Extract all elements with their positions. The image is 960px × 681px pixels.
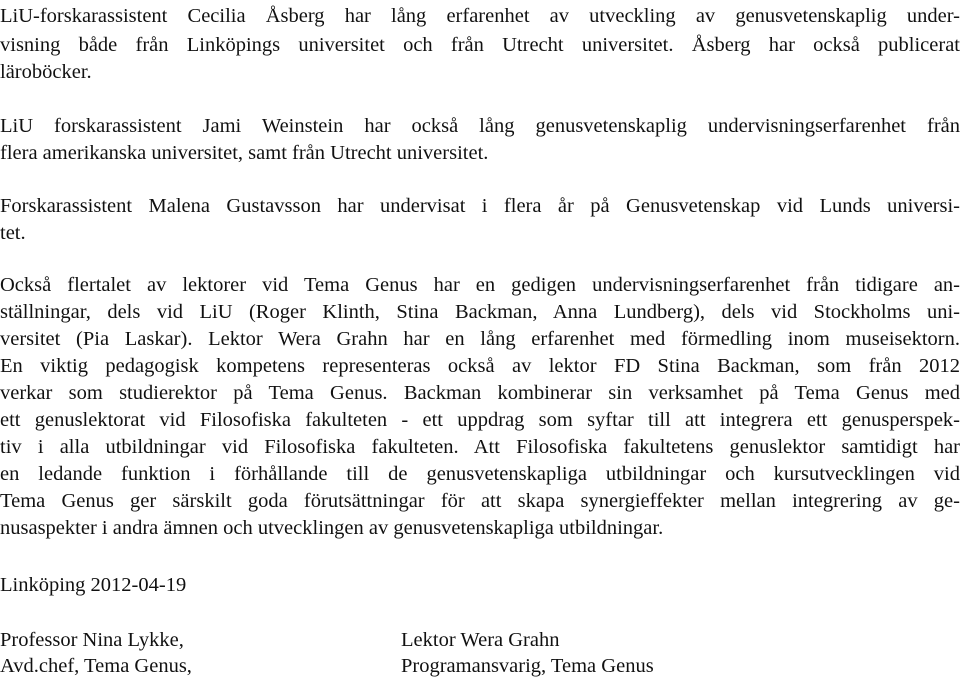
paragraph-1-line-3: läroböcker.: [0, 61, 92, 83]
paragraph-4-line-3: versitet (Pia Laskar). Lektor Wera Grahn har en lång erfarenhet med förmedling inom museisektorn.: [0, 328, 960, 350]
paragraph-1-line-1: LiU-forskarassistent Cecilia Åsberg har lång erfarenhet av utveckling av genusvetenskaplig under-: [0, 5, 960, 27]
paragraph-2-line-2: flera amerikanska universitet, samt från Utrecht universitet.: [0, 142, 489, 164]
paragraph-4-line-5: verkar som studierektor på Tema Genus. Backman kombinerar sin verksamhet på Tema Genus med: [0, 382, 960, 404]
paragraph-3-line-2: tet.: [0, 222, 26, 244]
paragraph-4-line-1: Också flertalet av lektorer vid Tema Genus har en gedigen undervisningserfarenhet från tidigare an-: [0, 274, 960, 296]
paragraph-4-line-10: nusaspekter i andra ämnen och utvecklingen av genusvetenskapliga utbildningar.: [0, 517, 664, 539]
signature-right-role: Programansvarig, Tema Genus: [401, 655, 654, 677]
place-date: Linköping 2012-04-19: [0, 574, 187, 596]
paragraph-4-line-2: ställningar, dels vid LiU (Roger Klinth, Stina Backman, Anna Lundberg), dels vid Stockholms uni-: [0, 301, 960, 323]
paragraph-3-line-1: Forskarassistent Malena Gustavsson har undervisat i flera år på Genusvetenskap vid Lunds universi-: [0, 195, 960, 217]
paragraph-1-line-2: visning både från Linköpings universitet och från Utrecht universitet. Åsberg har också publicerat: [0, 34, 960, 56]
signature-right-name: Lektor Wera Grahn: [401, 629, 560, 651]
paragraph-2-line-1: LiU forskarassistent Jami Weinstein har också lång genusvetenskaplig undervisningserfarenhet från: [0, 115, 960, 137]
paragraph-4-line-4: En viktig pedagogisk kompetens representeras också av lektor FD Stina Backman, som från 2012: [0, 355, 960, 377]
signature-right: [401, 627, 654, 679]
signature-left-role: Avd.chef, Tema Genus,: [0, 655, 192, 677]
paragraph-4-line-7: tiv i alla utbildningar vid Filosofiska fakulteten. Att Filosofiska fakultetens genuslektor samtidigt har: [0, 436, 960, 458]
signature-left-name: Professor Nina Lykke,: [0, 629, 184, 651]
signature-left: [0, 627, 192, 679]
paragraph-4-line-9: Tema Genus ger särskilt goda förutsättningar för att skapa synergieffekter mellan integrering av ge-: [0, 490, 960, 512]
paragraph-4-line-6: ett genuslektorat vid Filosofiska fakulteten - ett uppdrag som syftar till att integrera ett genusperspek-: [0, 409, 960, 431]
paragraph-4-line-8: en ledande funktion i förhållande till de genusvetenskapliga utbildningar och kursutvecklingen vid: [0, 463, 960, 485]
